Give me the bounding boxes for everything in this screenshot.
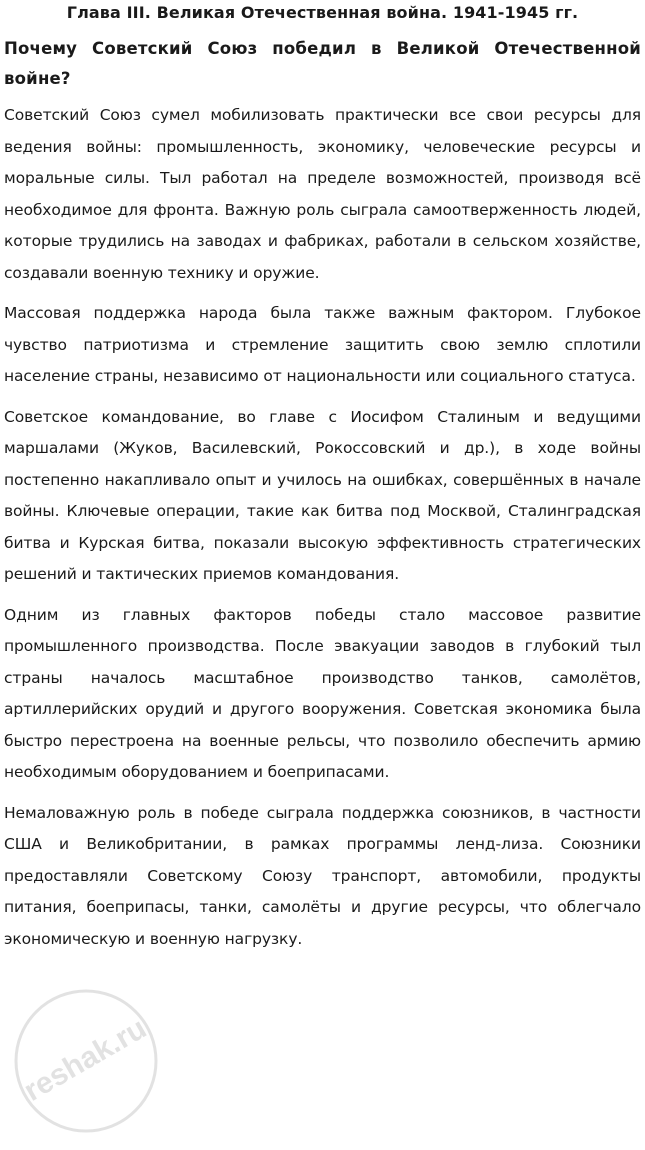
question-heading: Почему Советский Союз победил в Великой Отечественной войне?	[4, 39, 641, 88]
paragraph-5: Немаловажную роль в победе сыграла поддержка союзников, в частности США и Великобритании, в рамках программы ленд-лиза. Союзники предоставляли Советскому Союзу транспорт, автомобили, продукты питания, боеприпасы, танки, самолёты и другие ресурсы, что облегчало экономическую и военную нагрузку.	[4, 803, 641, 948]
paragraph-2: Массовая поддержка народа была также важным фактором. Глубокое чувство патриотизма и стремление защитить свою землю сплотили население страны, независимо от национальности или социального статуса.	[4, 304, 641, 385]
paragraph-1: Советский Союз сумел мобилизовать практически все свои ресурсы для ведения войны: промышленность, экономику, человеческие ресурсы и моральные силы. Тыл работал на пределе возможностей, производя всё необходимое для фронта. Важную роль сыграла самоотверженность людей, которые трудились на заводах и фабриках, работали в сельском хозяйстве, создавали военную технику и оружие.	[4, 106, 641, 282]
watermark-text: reshak.ru	[18, 1011, 152, 1108]
paragraph-4: Одним из главных факторов победы стало массовое развитие промышленного производства. После эвакуации заводов в глубокий тыл страны началось масштабное производство танков, самолётов, артиллерийских орудий и другого вооружения. Советская экономика была быстро перестроена на военные рельсы, что позволило обеспечить армию необходимым оборудованием и боеприпасами.	[4, 605, 641, 781]
paragraph-3: Советское командование, во главе с Иосифом Сталиным и ведущими маршалами (Жуков, Василевский, Рокоссовский и др.), в ходе войны постепенно накапливало опыт и училось на ошибках, совершённых в начале войны. Ключевые операции, такие как битва под Москвой, Сталинградская битва и Курская битва, показали высокую эффективность стратегических решений и тактических приемов командования.	[4, 407, 641, 583]
chapter-title: Глава III. Великая Отечественная война. 1941-1945 гг.	[66, 3, 579, 22]
